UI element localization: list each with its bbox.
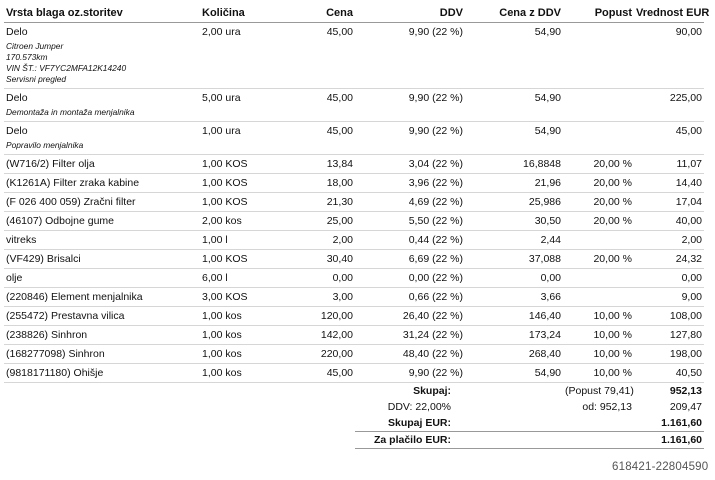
item-vat-text: 3,96 (22 %): [408, 177, 463, 189]
item-price-text: 220,00: [320, 348, 353, 360]
item-price-text: 21,30: [326, 196, 353, 208]
item-price-vat-text: 173,24: [528, 329, 561, 341]
item-vat-text: 9,90 (22 %): [408, 367, 463, 379]
item-price-vat: [465, 122, 563, 155]
table-row: [4, 364, 704, 383]
item-price-vat: [465, 155, 563, 174]
item-value-text: 198,00: [669, 348, 702, 360]
subtotal-label: Skupaj:: [355, 383, 465, 400]
item-value: [634, 326, 704, 345]
item-description: [4, 364, 200, 383]
item-name: (9818171180) Ohišje: [6, 367, 104, 379]
table-row: [4, 250, 704, 269]
table-row: [4, 193, 704, 212]
item-price-text: 45,00: [326, 125, 353, 137]
item-qty: [200, 89, 295, 122]
item-qty-text: 1,00 kos: [202, 329, 242, 341]
item-discount: [563, 193, 634, 212]
item-note: Popravilo menjalnika: [6, 140, 84, 150]
item-name: (F 026 400 059) Zračni filter: [6, 196, 136, 208]
item-price: [295, 193, 355, 212]
item-value: [634, 231, 704, 250]
table-row: [4, 288, 704, 307]
table-row: [4, 231, 704, 250]
item-description: [4, 345, 200, 364]
item-qty: [200, 269, 295, 288]
discount-note: (Popust 79,41): [563, 383, 634, 400]
item-discount: [563, 269, 634, 288]
item-note: 170.573km: [6, 52, 48, 62]
items-body: [4, 23, 704, 383]
item-price-vat-text: 54,90: [534, 92, 561, 104]
item-price: [295, 250, 355, 269]
item-price-vat-text: 21,96: [534, 177, 561, 189]
item-price-vat-text: 54,90: [534, 125, 561, 137]
item-vat: [355, 193, 465, 212]
item-vat: [355, 345, 465, 364]
vat-label: DDV: 22,00%: [387, 401, 451, 413]
item-name: (K1261A) Filter zraka kabine: [6, 177, 140, 189]
item-price-vat-text: 54,90: [534, 26, 561, 38]
item-qty-text: 2,00 kos: [202, 215, 242, 227]
item-price-vat-text: 54,90: [534, 367, 561, 379]
item-vat: [355, 89, 465, 122]
item-name: olje: [6, 272, 23, 284]
item-price-text: 45,00: [326, 92, 353, 104]
pay-value: 1.161,60: [634, 432, 704, 449]
item-description: [4, 23, 200, 89]
pay-row: [4, 432, 704, 449]
item-discount-text: 10,00 %: [593, 348, 632, 360]
header-value: Vrednost EUR: [634, 4, 704, 23]
item-discount-text: [565, 23, 632, 41]
item-qty-text: 6,00 l: [202, 272, 228, 284]
item-qty: [200, 174, 295, 193]
item-value: [634, 23, 704, 89]
item-qty-text: 1,00 l: [202, 234, 228, 246]
item-value: [634, 212, 704, 231]
item-vat-text: 0,00 (22 %): [408, 272, 463, 284]
item-discount: [563, 122, 634, 155]
item-vat: [355, 212, 465, 231]
item-price-vat: [465, 212, 563, 231]
total-label: Skupaj EUR:: [387, 417, 451, 429]
item-value: [634, 155, 704, 174]
item-discount: [563, 364, 634, 383]
item-price-vat-text: 268,40: [528, 348, 561, 360]
subtotal-row: [4, 383, 704, 400]
item-discount-text: [565, 231, 632, 249]
item-qty-text: 2,00 ura: [202, 26, 241, 38]
item-price-vat: [465, 23, 563, 89]
table-row: [4, 345, 704, 364]
item-qty: [200, 326, 295, 345]
item-price: [295, 345, 355, 364]
item-name: (220846) Element menjalnika: [6, 291, 143, 303]
item-value: [634, 174, 704, 193]
vat-value: 209,47: [669, 401, 702, 413]
item-price: [295, 155, 355, 174]
item-name: (255472) Prestavna vilica: [6, 310, 125, 322]
pay-label: Za plačilo EUR:: [355, 432, 465, 449]
item-value: [634, 345, 704, 364]
item-discount-text: [565, 269, 632, 287]
item-qty-text: 1,00 KOS: [202, 158, 248, 170]
item-price-text: 0,00: [332, 272, 353, 284]
item-name: Delo: [6, 125, 28, 137]
vat-base: od: 952,13: [582, 401, 632, 413]
item-value-text: 108,00: [669, 310, 702, 322]
item-note: VIN ŠT.: VF7YC2MFA12K14240: [6, 63, 127, 73]
item-qty: [200, 212, 295, 231]
table-row: [4, 155, 704, 174]
item-qty-text: 1,00 KOS: [202, 177, 248, 189]
item-discount-text: [565, 122, 632, 140]
item-price-vat-text: 0,00: [540, 272, 561, 284]
item-price-text: 120,00: [320, 310, 353, 322]
item-vat: [355, 364, 465, 383]
item-name: (VF429) Brisalci: [6, 253, 81, 265]
item-name: (168277098) Sinhron: [6, 348, 105, 360]
item-value-text: 0,00: [681, 272, 702, 284]
item-vat: [355, 288, 465, 307]
item-description: [4, 212, 200, 231]
item-note: Citroen Jumper: [6, 41, 64, 51]
item-price-text: 30,40: [326, 253, 353, 265]
item-vat: [355, 155, 465, 174]
item-discount: [563, 345, 634, 364]
item-value-text: 40,00: [675, 215, 702, 227]
item-qty-text: 1,00 kos: [202, 367, 242, 379]
item-value: [634, 193, 704, 212]
item-description: [4, 155, 200, 174]
item-name: vitreks: [6, 234, 37, 246]
item-description: [4, 307, 200, 326]
item-price-vat: [465, 364, 563, 383]
table-row: [4, 269, 704, 288]
item-price-vat: [465, 193, 563, 212]
item-value: [634, 364, 704, 383]
item-value: [634, 288, 704, 307]
item-value-text: 24,32: [675, 253, 702, 265]
item-discount: [563, 155, 634, 174]
item-value-text: 90,00: [675, 26, 702, 38]
table-row: [4, 212, 704, 231]
item-discount-text: [565, 288, 632, 306]
item-price-text: 13,84: [326, 158, 353, 170]
item-qty: [200, 193, 295, 212]
item-qty-text: 1,00 KOS: [202, 253, 248, 265]
item-vat-text: 48,40 (22 %): [402, 348, 463, 360]
item-description: [4, 288, 200, 307]
item-qty: [200, 231, 295, 250]
item-vat: [355, 23, 465, 89]
item-description: [4, 250, 200, 269]
item-price-vat-text: 30,50: [534, 215, 561, 227]
item-price-text: 142,00: [320, 329, 353, 341]
item-discount: [563, 89, 634, 122]
table-row: [4, 174, 704, 193]
item-qty-text: 1,00 kos: [202, 310, 242, 322]
item-description: [4, 269, 200, 288]
item-qty: [200, 250, 295, 269]
item-vat-text: 9,90 (22 %): [408, 26, 463, 38]
item-price-vat-text: 146,40: [528, 310, 561, 322]
item-name: (W716/2) Filter olja: [6, 158, 95, 170]
item-discount-text: 20,00 %: [593, 158, 632, 170]
item-qty: [200, 155, 295, 174]
item-description: [4, 89, 200, 122]
item-discount: [563, 307, 634, 326]
item-value: [634, 89, 704, 122]
item-name: (46107) Odbojne gume: [6, 215, 114, 227]
item-vat-text: 26,40 (22 %): [402, 310, 463, 322]
item-description: [4, 231, 200, 250]
item-qty-text: 3,00 KOS: [202, 291, 248, 303]
item-discount: [563, 288, 634, 307]
item-qty-text: 1,00 KOS: [202, 196, 248, 208]
item-price-text: 3,00: [332, 291, 353, 303]
item-discount: [563, 250, 634, 269]
item-vat: [355, 307, 465, 326]
item-qty: [200, 307, 295, 326]
item-qty: [200, 122, 295, 155]
item-value-text: 127,80: [669, 329, 702, 341]
item-price-vat-text: 37,088: [528, 253, 561, 265]
item-qty: [200, 345, 295, 364]
table-row: [4, 89, 704, 122]
item-price: [295, 231, 355, 250]
header-discount: Popust: [563, 4, 634, 23]
item-price-vat: [465, 269, 563, 288]
item-description: [4, 174, 200, 193]
item-discount: [563, 23, 634, 89]
table-row: [4, 23, 704, 89]
item-value: [634, 250, 704, 269]
item-value-text: 2,00: [681, 234, 702, 246]
item-price-text: 45,00: [326, 26, 353, 38]
item-discount-text: 20,00 %: [593, 215, 632, 227]
item-qty: [200, 288, 295, 307]
item-price-vat: [465, 288, 563, 307]
item-vat-text: 0,66 (22 %): [408, 291, 463, 303]
item-discount-text: 20,00 %: [593, 196, 632, 208]
table-row: [4, 122, 704, 155]
item-price-vat: [465, 231, 563, 250]
table-row: [4, 326, 704, 345]
item-qty-text: 1,00 kos: [202, 348, 242, 360]
header-item: Vrsta blaga oz.storitev: [4, 4, 200, 23]
item-price-vat-text: 25,986: [528, 196, 561, 208]
item-price: [295, 326, 355, 345]
item-qty: [200, 23, 295, 89]
item-price: [295, 269, 355, 288]
item-price: [295, 174, 355, 193]
summary: [4, 383, 704, 449]
item-qty-text: 1,00 ura: [202, 125, 241, 137]
item-price-text: 2,00: [332, 234, 353, 246]
item-description: [4, 326, 200, 345]
vat-row: [4, 399, 704, 415]
item-note: Demontaža in montaža menjalnika: [6, 107, 135, 117]
header-row: [4, 4, 704, 23]
item-value-text: 11,07: [676, 158, 702, 170]
item-price-vat: [465, 345, 563, 364]
item-value-text: 45,00: [675, 125, 702, 137]
item-price-text: 25,00: [326, 215, 353, 227]
item-value-text: 9,00: [681, 291, 702, 303]
item-price: [295, 307, 355, 326]
subtotal-value: 952,13: [634, 383, 704, 400]
header-qty: Količina: [200, 4, 295, 23]
item-price-vat: [465, 326, 563, 345]
item-value: [634, 122, 704, 155]
item-price-vat-text: 16,8848: [523, 158, 561, 170]
item-vat: [355, 231, 465, 250]
header-vat: DDV: [355, 4, 465, 23]
item-discount-text: 10,00 %: [593, 367, 632, 379]
item-value-text: 14,40: [675, 177, 702, 189]
item-name: Delo: [6, 92, 28, 104]
item-price-vat-text: 3,66: [540, 291, 561, 303]
item-price: [295, 288, 355, 307]
item-vat: [355, 250, 465, 269]
item-discount-text: 20,00 %: [593, 177, 632, 189]
item-note: Servisni pregled: [6, 74, 67, 84]
table-row: [4, 307, 704, 326]
item-vat-text: 3,04 (22 %): [408, 158, 463, 170]
item-vat-text: 31,24 (22 %): [402, 329, 463, 341]
item-price: [295, 23, 355, 89]
item-discount: [563, 231, 634, 250]
item-value: [634, 269, 704, 288]
item-value-text: 40,50: [675, 367, 702, 379]
item-price-text: 45,00: [326, 367, 353, 379]
item-discount-text: 10,00 %: [593, 310, 632, 322]
total-value: 1.161,60: [661, 417, 702, 429]
item-description: [4, 193, 200, 212]
item-vat: [355, 326, 465, 345]
item-qty: [200, 364, 295, 383]
item-value: [634, 307, 704, 326]
item-value-text: 225,00: [669, 92, 702, 104]
document-id-watermark: 618421-22804590: [612, 461, 709, 473]
item-vat-text: 4,69 (22 %): [408, 196, 463, 208]
item-price: [295, 122, 355, 155]
item-price: [295, 89, 355, 122]
item-price-vat: [465, 250, 563, 269]
item-discount-text: 20,00 %: [593, 253, 632, 265]
invoice-table: [4, 4, 710, 449]
item-price-text: 18,00: [326, 177, 353, 189]
item-vat: [355, 269, 465, 288]
item-discount: [563, 326, 634, 345]
item-vat-text: 9,90 (22 %): [408, 92, 463, 104]
item-price-vat: [465, 307, 563, 326]
item-vat-text: 9,90 (22 %): [408, 125, 463, 137]
item-vat-text: 6,69 (22 %): [408, 253, 463, 265]
item-price-vat-text: 2,44: [540, 234, 561, 246]
header-price: Cena: [295, 4, 355, 23]
header-price-vat: Cena z DDV: [465, 4, 563, 23]
item-price: [295, 364, 355, 383]
item-description: [4, 122, 200, 155]
item-name: (238826) Sinhron: [6, 329, 88, 341]
item-discount-text: 10,00 %: [593, 329, 632, 341]
item-qty-text: 5,00 ura: [202, 92, 241, 104]
item-price-vat: [465, 174, 563, 193]
item-discount: [563, 174, 634, 193]
total-row: [4, 415, 704, 432]
item-vat-text: 5,50 (22 %): [408, 215, 463, 227]
item-vat-text: 0,44 (22 %): [408, 234, 463, 246]
item-discount: [563, 212, 634, 231]
item-discount-text: [565, 89, 632, 107]
item-name: Delo: [6, 26, 28, 38]
item-price: [295, 212, 355, 231]
item-price-vat: [465, 89, 563, 122]
item-vat: [355, 174, 465, 193]
item-vat: [355, 122, 465, 155]
item-value-text: 17,04: [675, 196, 702, 208]
